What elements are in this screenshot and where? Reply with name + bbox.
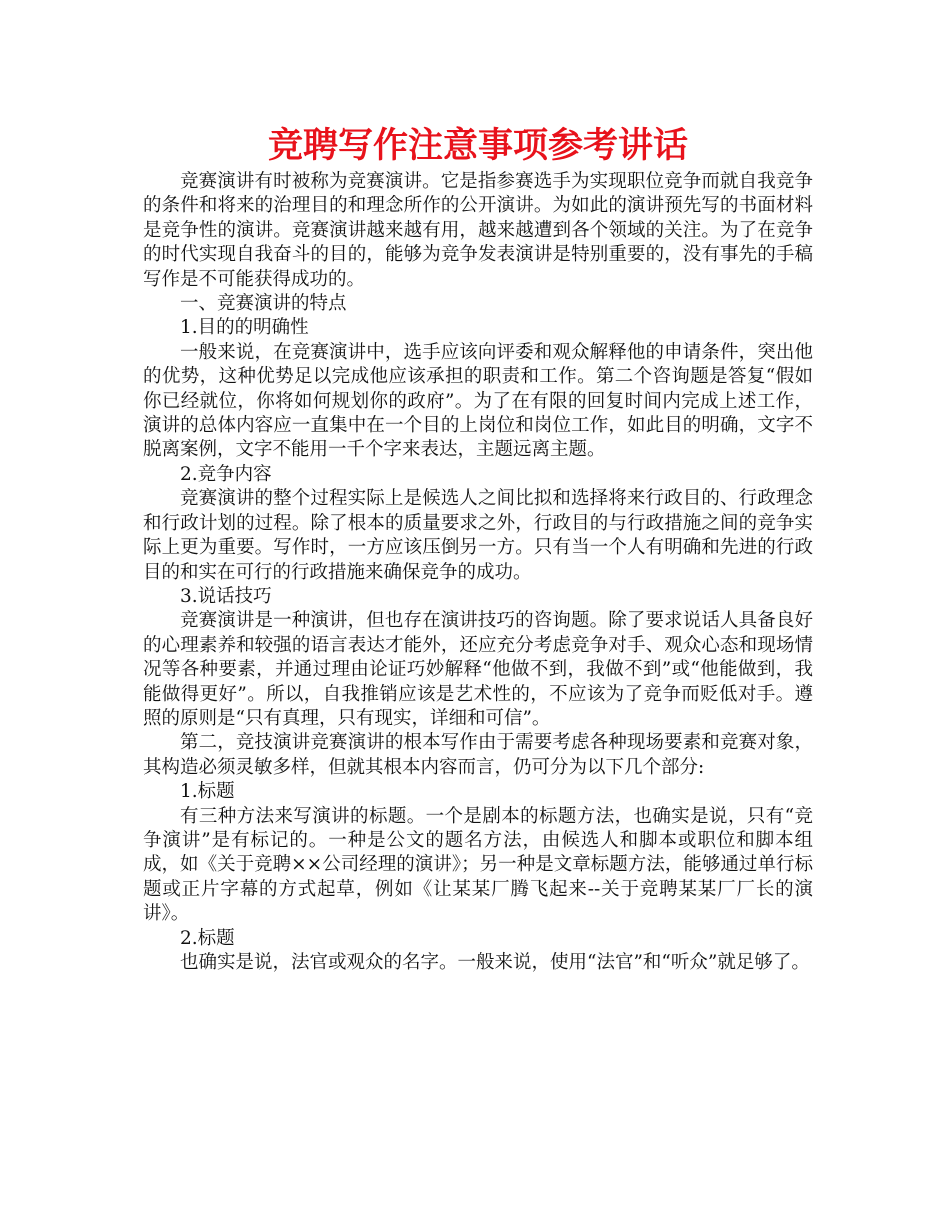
subheading-title-2: 2.标题 xyxy=(180,927,235,949)
section-heading-features: 一、竞赛演讲的特点 xyxy=(180,293,347,315)
paragraph-competition: 竞赛演讲的整个过程实际上是候选人之间比拟和选择将来行政目的、行政理念和行政计划的过程。除了根本的质量要求之外，行政目的与行政措施之间的竞争实际上更为重要。写作时，一方应该压倒另一方。只有当一个人有明确和先进的行政目的和实在可行的行政措施来确保竞争的成功。 xyxy=(143,488,813,583)
document-title: 竞聘写作注意事项参考讲话 xyxy=(267,126,688,166)
paragraph-purpose: 一般来说，在竞赛演讲中，选手应该向评委和观众解释他的申请条件，突出他的优势，这种优势足以完成他应该承担的职责和工作。第二个咨询题是答复“假如你已经就位，你将如何规划你的政府”。为了在有限的回复时间内完成上述工作，演讲的总体内容应一直集中在一个目的上岗位和岗位工作，如此目的明确，文字不脱离案例，文字不能用一千个字来表达，主题远离主题。 xyxy=(143,341,813,461)
subheading-competition: 2.竞争内容 xyxy=(180,463,272,485)
paragraph-title-methods: 有三种方法来写演讲的标题。一个是剧本的标题方法，也确实是说，只有“竞争演讲”是有标记的。一种是公文的题名方法，由候选人和脚本或职位和脚本组成，如《关于竞聘××公司经理的演讲》；另一种是文章标题方法，能够通过单行标题或正片字幕的方式起草，例如《让某某厂腾飞起来--关于竞聘某某厂厂长的演讲》。 xyxy=(143,805,813,925)
subheading-purpose: 1.目的的明确性 xyxy=(180,317,309,339)
paragraph-structure: 第二，竞技演讲竞赛演讲的根本写作由于需要考虑各种现场要素和竞赛对象，其构造必须灵敏多样，但就其根本内容而言，仍可分为以下几个部分: xyxy=(143,732,813,778)
document-body xyxy=(143,122,813,975)
document-text xyxy=(143,170,813,975)
subheading-title: 1.标题 xyxy=(180,781,235,803)
paragraph-address: 也确实是说，法官或观众的名字。一般来说，使用“法官”和“听众”就足够了。 xyxy=(180,952,810,973)
paragraph-speaking-skills: 竞赛演讲是一种演讲，但也存在演讲技巧的咨询题。除了要求说话人具备良好的心理素养和较强的语言表达才能外，还应充分考虑竞争对手、观众心态和现场情况等各种要素，并通过理由论证巧妙解释“他做不到，我做不到”或“他能做到，我能做得更好”。所以，自我推销应该是艺术性的，不应该为了竞争而贬低对手。遵照的原则是“只有真理，只有现实，详细和可信”。 xyxy=(143,610,813,729)
paragraph-intro: 竞赛演讲有时被称为竞赛演讲。它是指参赛选手为实现职位竞争而就自我竞争的条件和将来的治理目的和理念所作的公开演讲。为如此的演讲预先写的书面材料是竞争性的演讲。竞赛演讲越来越有用，越来越遭到各个领域的关注。为了在竞争的时代实现自我奋斗的目的，能够为竞争发表演讲是特别重要的，没有事先的手稿写作是不可能获得成功的。 xyxy=(143,171,813,290)
subheading-speaking-skills: 3.说话技巧 xyxy=(180,585,272,607)
